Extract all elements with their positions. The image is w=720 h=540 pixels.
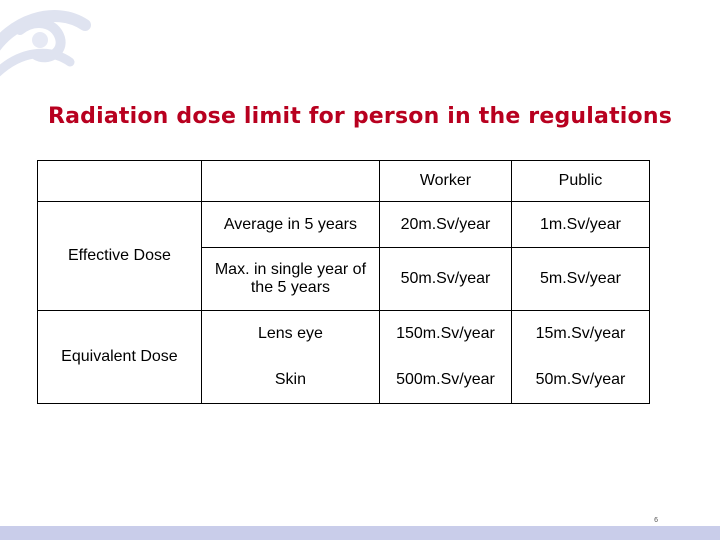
header-worker: Worker [380,161,512,202]
row-label: Lens eye [201,311,379,357]
footer-bar [0,526,720,540]
public-value: 1m.Sv/year [511,202,649,248]
worker-value: 150m.Sv/year [380,311,512,357]
dose-limit-table [37,160,650,404]
row-label: Max. in single year of the 5 years [201,248,379,311]
header-cell-empty [38,161,202,202]
group-equivalent-dose: Equivalent Dose [38,311,202,404]
worker-value: 20m.Sv/year [380,202,512,248]
header-cell-empty [201,161,379,202]
swirl-logo-icon [0,0,110,90]
row-label: Skin [201,356,379,404]
table-row [38,202,650,248]
public-value: 50m.Sv/year [511,356,649,404]
table-header-row [38,161,650,202]
worker-value: 500m.Sv/year [380,356,512,404]
row-label: Average in 5 years [201,202,379,248]
public-value: 5m.Sv/year [511,248,649,311]
worker-value: 50m.Sv/year [380,248,512,311]
group-effective-dose: Effective Dose [38,202,202,311]
page-number: 6 [654,517,658,524]
public-value: 15m.Sv/year [511,311,649,357]
header-public: Public [511,161,649,202]
slide-title: Radiation dose limit for person in the regulations [47,104,673,129]
table-row [38,311,650,357]
